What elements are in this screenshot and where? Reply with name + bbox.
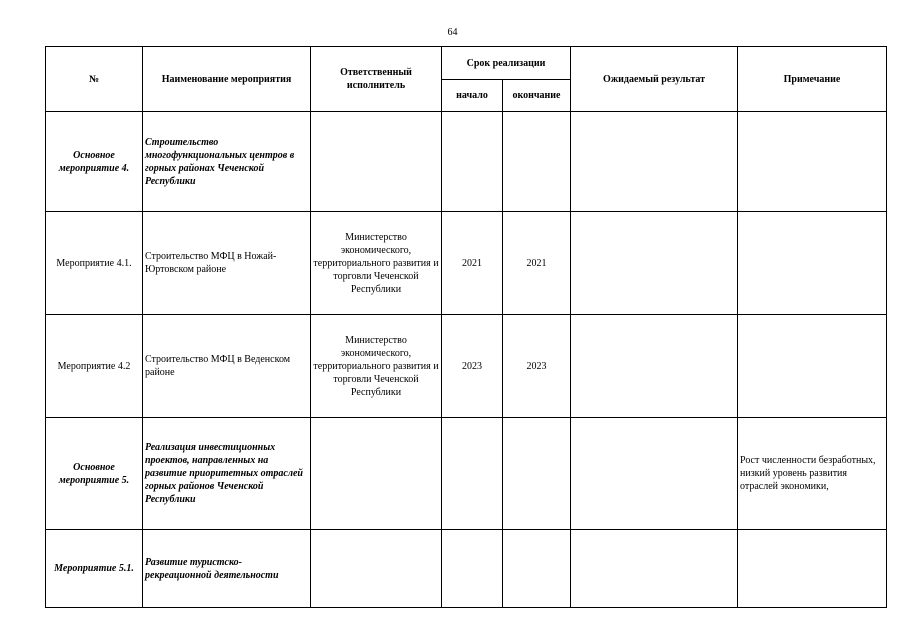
row-end: 2021 — [503, 212, 571, 315]
row-end — [503, 112, 571, 212]
row-num: Мероприятие 4.2 — [46, 315, 143, 418]
row-start — [442, 530, 503, 608]
row-name: Строительство многофункциональных центров в горных районах Чеченской Республики — [143, 112, 311, 212]
row-note — [738, 530, 887, 608]
row-num: Мероприятие 4.1. — [46, 212, 143, 315]
row-start — [442, 418, 503, 530]
row-start — [442, 112, 503, 212]
table-row — [46, 112, 887, 212]
row-name: Строительство МФЦ в Ножай-Юртовском районе — [143, 212, 311, 315]
activities-table — [45, 46, 887, 608]
row-num: Мероприятие 5.1. — [46, 530, 143, 608]
row-executor — [311, 418, 442, 530]
row-start: 2021 — [442, 212, 503, 315]
row-result — [571, 315, 738, 418]
row-result — [571, 418, 738, 530]
col-header-end: окончание — [503, 80, 571, 112]
row-note: Рост численности безработных, низкий уровень развития отраслей экономики, — [738, 418, 887, 530]
row-executor — [311, 530, 442, 608]
col-header-term: Срок реализации — [442, 47, 571, 80]
row-result — [571, 530, 738, 608]
table-row — [46, 418, 887, 530]
col-header-num: № — [46, 47, 143, 112]
col-header-name: Наименование мероприятия — [143, 47, 311, 112]
row-num: Основное мероприятие 5. — [46, 418, 143, 530]
table-row — [46, 315, 887, 418]
row-executor: Министерство экономического, территориального развития и торговли Чеченской Республики — [311, 315, 442, 418]
row-note — [738, 112, 887, 212]
row-start: 2023 — [442, 315, 503, 418]
row-num: Основное мероприятие 4. — [46, 112, 143, 212]
col-header-executor: Ответственный исполнитель — [311, 47, 442, 112]
row-name: Развитие туристско-рекреационной деятельности — [143, 530, 311, 608]
col-header-start: начало — [442, 80, 503, 112]
row-executor — [311, 112, 442, 212]
row-note — [738, 212, 887, 315]
table-row — [46, 530, 887, 608]
page-number: 64 — [447, 27, 458, 38]
table-header-row — [46, 47, 887, 80]
row-result — [571, 112, 738, 212]
row-end — [503, 530, 571, 608]
row-end: 2023 — [503, 315, 571, 418]
row-end — [503, 418, 571, 530]
table-row — [46, 212, 887, 315]
row-executor: Министерство экономического, территориального развития и торговли Чеченской Республики — [311, 212, 442, 315]
col-header-result: Ожидаемый результат — [571, 47, 738, 112]
row-name: Реализация инвестиционных проектов, направленных на развитие приоритетных отраслей горных районов Чеченской Республики — [143, 418, 311, 530]
row-result — [571, 212, 738, 315]
row-name: Строительство МФЦ в Веденском районе — [143, 315, 311, 418]
row-note — [738, 315, 887, 418]
col-header-note: Примечание — [738, 47, 887, 112]
